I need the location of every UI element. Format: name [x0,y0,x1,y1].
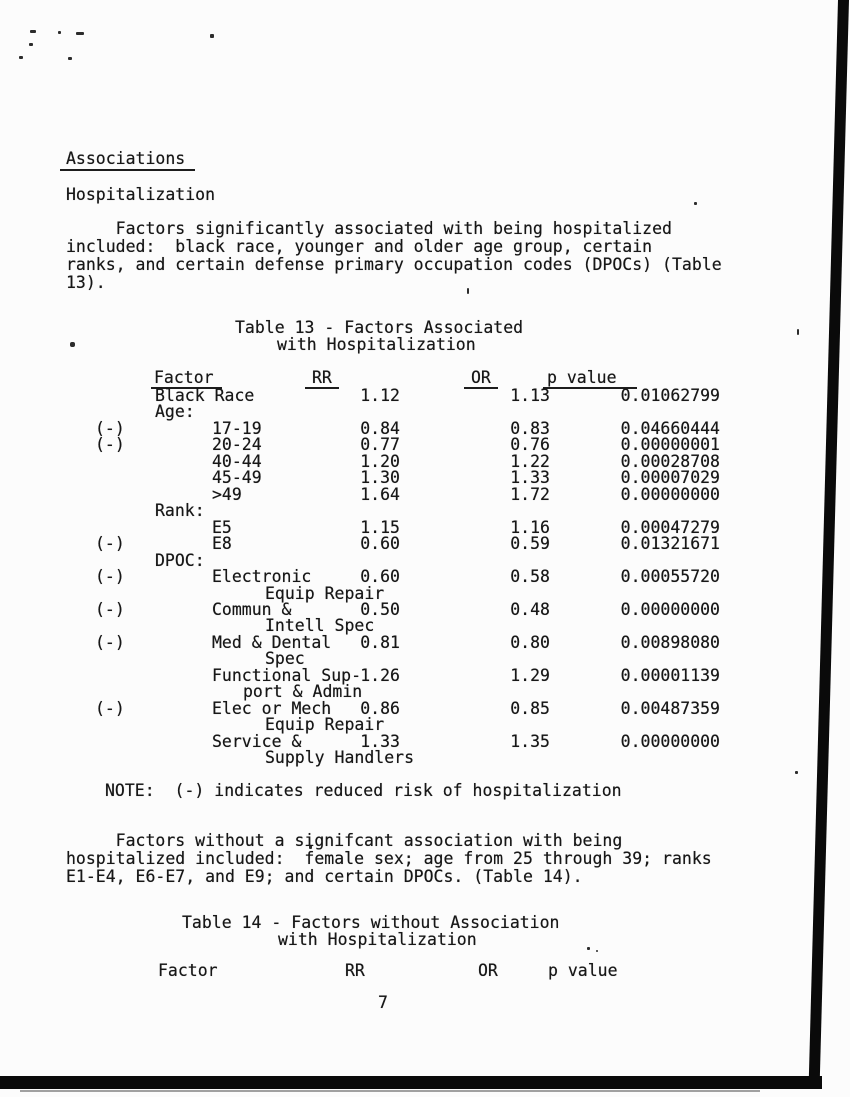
cell-factor: Intell Spec [265,616,375,635]
risk-marker: (-) [95,633,125,652]
cell-factor: 40-44 [212,452,262,471]
scan-speck [797,329,799,335]
table14-header-or: OR [478,961,498,980]
scan-border-bottom [0,1076,822,1089]
cell-p-value: 0.00000001 [620,435,720,454]
cell-rr: 0.60 [360,567,400,586]
scan-border-bottom-shadow [20,1090,760,1092]
cell-p-value: 0.00487359 [620,699,720,718]
cell-factor: 45-49 [212,468,262,487]
cell-factor: 20-24 [212,435,262,454]
paragraph-line: E1-E4, E6-E7, and E9; and certain DPOCs. (Table 14). [66,867,583,886]
table-row [0,453,850,470]
table-row [0,420,850,437]
cell-or: 0.48 [510,600,550,619]
risk-marker: (-) [95,600,125,619]
scan-speck [30,30,36,33]
scan-speck [70,342,75,347]
table-row [0,585,850,602]
table13-title-line2: with Hospitalization [277,335,476,354]
cell-or: 0.58 [510,567,550,586]
cell-or: 1.22 [510,452,550,471]
cell-factor: Elec or Mech [212,699,332,718]
cell-p-value: 0.00047279 [620,518,720,537]
table-row [0,519,850,536]
cell-rr: 1.15 [360,518,400,537]
cell-factor: Age: [155,402,195,421]
table-row [0,700,850,717]
table-row [0,667,850,684]
table-row [0,650,850,667]
cell-or: 1.16 [510,518,550,537]
cell-p-value: 0.04660444 [620,419,720,438]
risk-marker: (-) [95,699,125,718]
cell-factor: Med & Dental [212,633,332,652]
table-row [0,436,850,453]
cell-factor: Supply Handlers [265,748,415,767]
cell-or: 0.83 [510,419,550,438]
cell-or: 0.59 [510,534,550,553]
cell-rr: 1.20 [360,452,400,471]
cell-rr: 1.30 [360,468,400,487]
table-row [0,535,850,552]
cell-or: 1.35 [510,732,550,751]
scan-speck [58,31,61,34]
table-row [0,617,850,634]
risk-marker: (-) [95,419,125,438]
scan-speck [795,771,798,774]
table14-title: Table 14 - Factors without Association [182,913,560,932]
scan-speck [467,288,469,294]
cell-or: 1.13 [510,386,550,405]
cell-factor: 17-19 [212,419,262,438]
table-row [0,403,850,420]
paragraph-line: ranks, and certain defense primary occupation codes (DPOCs) (Table [66,255,722,274]
cell-rr: 0.50 [360,600,400,619]
cell-rr: 0.77 [360,435,400,454]
cell-factor: Commun & [212,600,292,619]
cell-or: 1.72 [510,485,550,504]
paragraph-line: hospitalized included: female sex; age from 25 through 39; ranks [66,849,712,868]
cell-p-value: 0.00000000 [620,485,720,504]
table13-header-factor: Factor [151,369,222,389]
cell-p-value: 0.00000000 [620,732,720,751]
table14-header-rr: RR [345,961,365,980]
cell-p-value: 0.00000000 [620,600,720,619]
scan-speck [596,950,598,952]
table14-header-p-value: p value [548,961,618,980]
cell-p-value: 0.01321671 [620,534,720,553]
cell-factor: Equip Repair [265,715,385,734]
table-row [0,601,850,618]
cell-rr: 0.81 [360,633,400,652]
paragraph-line: included: black race, younger and older age group, certain [66,237,653,256]
cell-factor: port & Admin [243,682,363,701]
cell-factor: Equip Repair [265,584,385,603]
cell-rr: 0.86 [360,699,400,718]
cell-or: 0.85 [510,699,550,718]
cell-factor: E5 [212,518,232,537]
scan-speck [587,947,590,950]
table-row [0,552,850,569]
scan-speck [210,34,214,38]
cell-p-value: 0.01062799 [620,386,720,405]
scan-speck [694,202,697,205]
table-row [0,568,850,585]
table13-header-p-value: p value [543,369,637,389]
table-row [0,486,850,503]
cell-factor: Spec [265,649,305,668]
cell-p-value: 0.00055720 [620,567,720,586]
cell-rr: 0.60 [360,534,400,553]
cell-factor: Rank: [155,501,205,520]
risk-marker: (-) [95,534,125,553]
cell-rr: 1.33 [360,732,400,751]
table-row [0,733,850,750]
scan-speck [19,56,23,59]
risk-marker: (-) [95,435,125,454]
cell-factor: Black Race [155,386,255,405]
table-row [0,716,850,733]
cell-or: 0.80 [510,633,550,652]
page-number: 7 [378,993,388,1012]
cell-factor: DPOC: [155,551,205,570]
paragraph-line: Factors without a signifcant association with being [66,831,623,850]
cell-p-value: 0.00001139 [620,666,720,685]
cell-factor: >49 [212,485,242,504]
subsection-heading: Hospitalization [66,185,216,204]
table14-header-factor: Factor [158,961,218,980]
risk-marker: (-) [95,567,125,586]
cell-factor: Electronic [212,567,312,586]
scan-speck [29,43,33,46]
table-row [0,749,850,766]
paragraph-line: 13). [66,273,106,292]
cell-rr: 1.12 [360,386,400,405]
table-row [0,387,850,404]
cell-or: 1.29 [510,666,550,685]
cell-rr: 1.64 [360,485,400,504]
table-row [0,634,850,651]
section-heading: Associations [60,150,195,171]
cell-rr: 1.26 [360,666,400,685]
cell-rr: 0.84 [360,419,400,438]
cell-factor: Service & [212,732,302,751]
cell-p-value: 0.00898080 [620,633,720,652]
cell-p-value: 0.00007029 [620,468,720,487]
table-row [0,683,850,700]
cell-p-value: 0.00028708 [620,452,720,471]
cell-factor: E8 [212,534,232,553]
table13-note: NOTE: (-) indicates reduced risk of hospitalization [105,781,622,800]
table13-header-rr: RR [305,369,339,389]
cell-factor: Functional Sup- [212,666,362,685]
table-row [0,469,850,486]
table13-title: Table 13 - Factors Associated [235,318,524,337]
table13-header-or: OR [464,369,498,389]
cell-or: 1.33 [510,468,550,487]
cell-or: 0.76 [510,435,550,454]
paragraph-line: Factors significantly associated with being hospitalized [66,219,672,238]
table14-title-line2: with Hospitalization [278,930,477,949]
scan-speck [68,57,72,60]
table-row [0,502,850,519]
scan-speck [76,32,84,35]
